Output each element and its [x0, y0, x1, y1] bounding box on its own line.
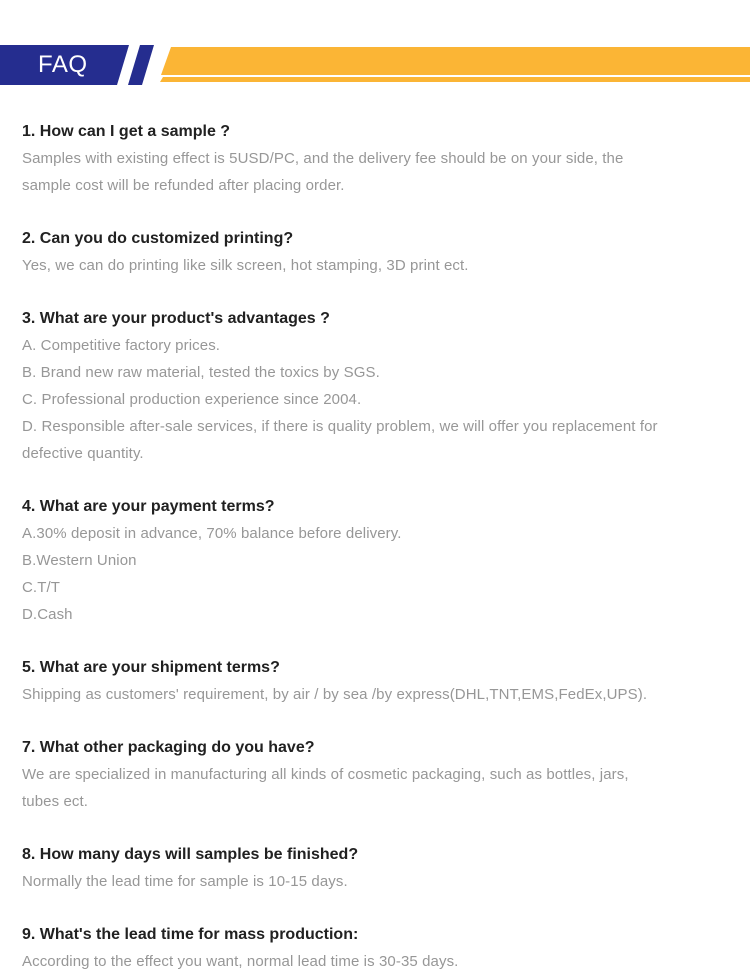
banner-yellow-band	[158, 47, 750, 75]
faq-item	[22, 305, 730, 467]
faq-answer-line: B. Brand new raw material, tested the toxics by SGS.	[22, 364, 380, 381]
faq-item	[22, 921, 730, 975]
faq-answer-line: D.Cash	[22, 606, 73, 623]
faq-item	[22, 493, 730, 628]
faq-question: 3. What are your product's advantages ?	[22, 310, 330, 327]
faq-answer-line: C.T/T	[22, 579, 60, 596]
faq-answer-line: C. Professional production experience since 2004.	[22, 391, 362, 408]
faq-item	[22, 734, 730, 815]
faq-answer-line: B.Western Union	[22, 552, 137, 569]
faq-answer-line: sample cost will be refunded after placing order.	[22, 177, 345, 194]
banner-blue-slash-decoration	[128, 45, 155, 85]
faq-answer-line: According to the effect you want, normal lead time is 30-35 days.	[22, 953, 459, 970]
faq-answer-line: Samples with existing effect is 5USD/PC, and the delivery fee should be on your side, the	[22, 150, 624, 167]
faq-answer-line: Normally the lead time for sample is 10-15 days.	[22, 873, 348, 890]
top-whitespace	[0, 0, 750, 45]
faq-question: 5. What are your shipment terms?	[22, 659, 280, 676]
faq-section-title: FAQ	[38, 51, 88, 78]
faq-item	[22, 225, 730, 279]
faq-answer-line: A. Competitive factory prices.	[22, 337, 221, 354]
faq-banner	[0, 45, 750, 85]
faq-answer-line: Shipping as customers' requirement, by air / by sea /by express(DHL,TNT,EMS,FedEx,UPS).	[22, 686, 648, 703]
faq-answer-line: Yes, we can do printing like silk screen, hot stamping, 3D print ect.	[22, 257, 469, 274]
faq-question: 9. What's the lead time for mass production:	[22, 926, 359, 943]
faq-question: 2. Can you do customized printing?	[22, 230, 294, 247]
faq-answer-line: A.30% deposit in advance, 70% balance before delivery.	[22, 525, 402, 542]
faq-item	[22, 841, 730, 895]
faq-answer-line: D. Responsible after-sale services, if there is quality problem, we will offer you replacement for	[22, 418, 658, 435]
faq-item	[22, 654, 730, 708]
faq-item	[22, 118, 730, 199]
faq-question: 8. How many days will samples be finished?	[22, 846, 359, 863]
faq-list	[0, 85, 750, 976]
faq-answer-line: We are specialized in manufacturing all kinds of cosmetic packaging, such as bottles, jars,	[22, 766, 629, 783]
faq-answer-line: defective quantity.	[22, 445, 144, 462]
faq-answer-line: tubes ect.	[22, 793, 89, 810]
faq-question: 4. What are your payment terms?	[22, 498, 275, 515]
banner-yellow-stripe	[160, 77, 750, 82]
faq-question: 7. What other packaging do you have?	[22, 739, 315, 756]
faq-question: 1. How can I get a sample ?	[22, 123, 231, 140]
